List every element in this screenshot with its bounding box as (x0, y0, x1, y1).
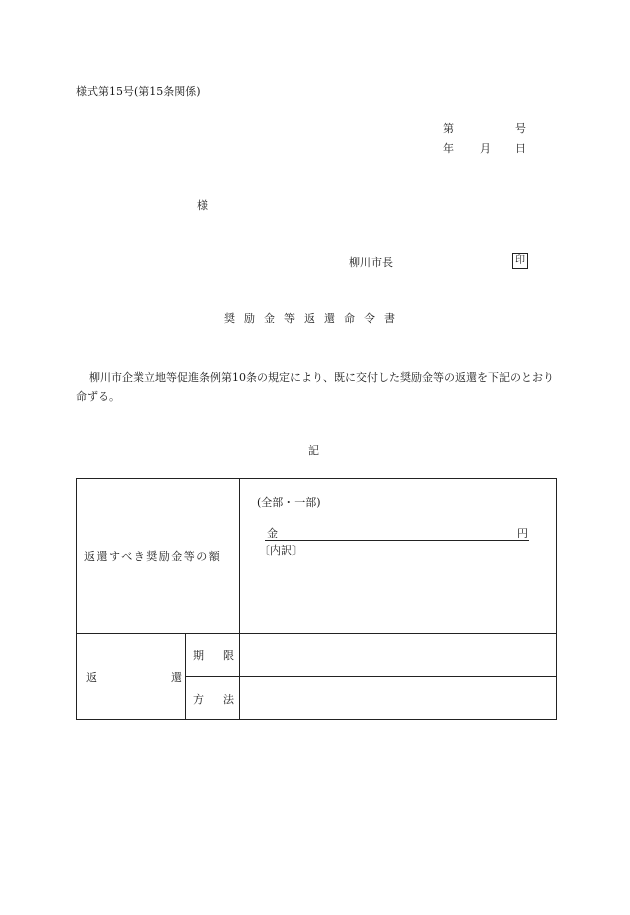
addressee-honorific: 様 (197, 199, 208, 212)
document-number-label: 第 (443, 122, 454, 135)
return-label-char-1: 返 (86, 671, 97, 684)
money-suffix: 円 (517, 527, 528, 540)
issuer-title: 柳川市長 (349, 256, 393, 269)
document-number-suffix: 号 (515, 122, 526, 135)
table-divider-horizontal (77, 633, 556, 634)
scope-text: (全部・一部) (257, 496, 321, 509)
deadline-label-char-2: 限 (223, 649, 234, 662)
method-label-char-1: 方 (193, 693, 204, 706)
method-label-char-2: 法 (223, 693, 234, 706)
money-prefix: 金 (267, 527, 278, 540)
money-underline (265, 540, 529, 541)
table-divider-subrow (185, 676, 556, 677)
seal-mark: 印 (512, 253, 528, 269)
breakdown-label: 〔内訳〕 (259, 544, 303, 557)
return-table (76, 478, 557, 720)
return-label-char-2: 還 (171, 671, 182, 684)
document-title: 奨励金等返還命令書 (224, 312, 404, 325)
form-number: 様式第15号(第15条関係) (76, 85, 201, 98)
deadline-label-char-1: 期 (193, 649, 204, 662)
date-year-label: 年 (443, 142, 454, 155)
date-month-label: 月 (480, 142, 491, 155)
amount-label: 返還すべき奨励金等の額 (84, 550, 222, 563)
body-text: 柳川市企業立地等促進条例第10条の規定により、既に交付した奨励金等の返還を下記のとおり命ずる。 (76, 371, 554, 403)
notation-ki: 記 (308, 444, 319, 457)
date-day-label: 日 (515, 142, 526, 155)
table-divider-vertical (239, 479, 240, 719)
